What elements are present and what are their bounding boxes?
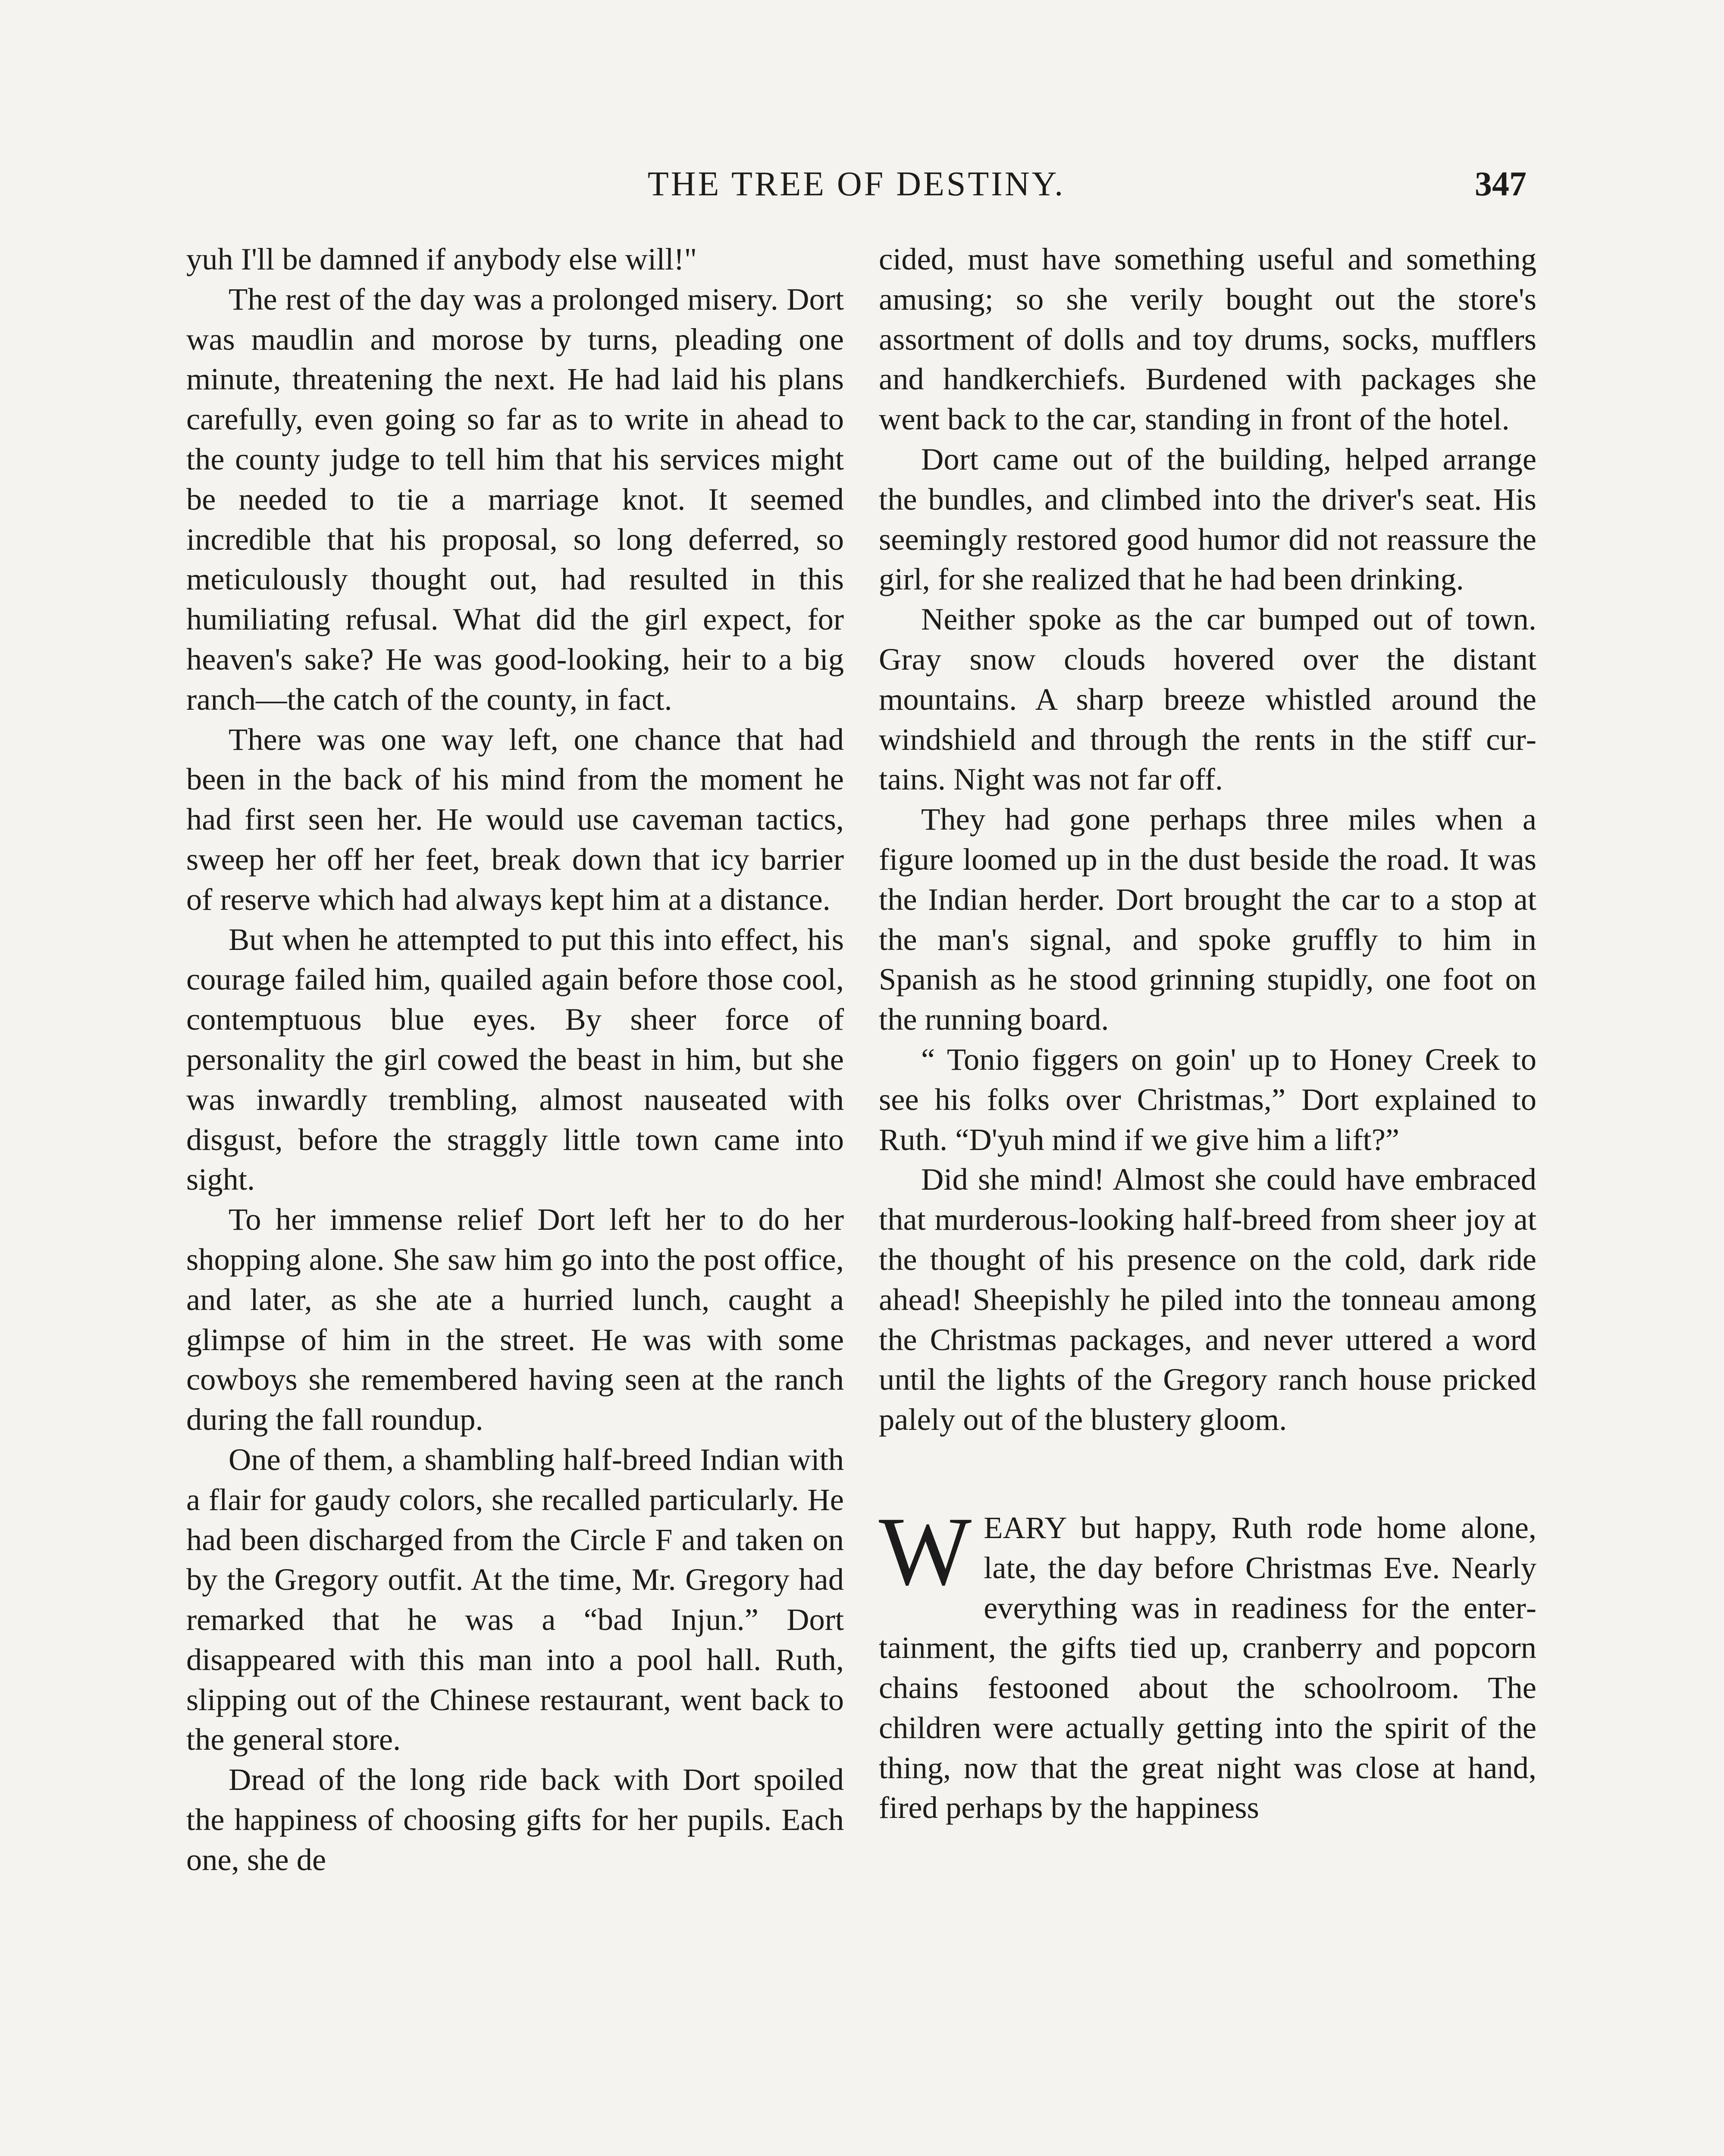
paragraph: Dread of the long ride back with Dort spoiled the happiness of choosing gifts for her pupils. Each one, she de bbox=[186, 1762, 844, 1877]
paragraph: There was one way left, one chance that had been in the back of his mind from the moment he had first seen her. He would use caveman tactics, sweep her off her feet, break down that icy barrier of reserve which had always kept him at a distance. bbox=[186, 721, 844, 917]
paragraph: Neither spoke as the car bumped out of town. Gray snow clouds hovered over the distant mountains. A sharp breeze whistled around the windshield and through the rents in the stiff curtains. Night was not far off. bbox=[879, 602, 1536, 797]
section-text: but happy, Ruth rode home alone, late, the day before Christmas Eve. Nearly everything was in readiness for the entertainment, the gifts tied up, cranberry and popcorn chains festooned about the schoolroom. The children were actually getting into the spirit of the thing, now that the great night was close at hand, fired perhaps by the happiness bbox=[879, 1510, 1536, 1825]
paragraph: But when he attempted to put this into effect, his courage failed him, quailed again before those cool, contemptuous blue eyes. By sheer force of personality the girl cowed the beast in him, but she was inwardly trembling, almost nauseated with disgust, before the straggly little town came into sight. bbox=[186, 921, 844, 1197]
paragraph: cided, must have something useful and something amusing; so she verily bought out the store's assortment of dolls and toy drums, socks, mufflers and handkerchiefs. Burdened with packages she went back to the car, standing in front of the hotel. bbox=[879, 241, 1536, 437]
paragraph: They had gone perhaps three miles when a figure loomed up in the dust beside the road. It was the Indian herder. Dort brought the car to a stop at the man's signal, and spoke gruffly to him in Spanish as he stood grinning stupidly, one foot on the running board. bbox=[879, 802, 1536, 1037]
paragraph: “ Tonio figgers on goin' up to Honey Creek to see his folks over Christmas,” Dort explained to Ruth. “D'yuh mind if we give him a lift?” bbox=[879, 1041, 1536, 1157]
right-column bbox=[879, 239, 1536, 1828]
running-title: THE TREE OF DESTINY. bbox=[647, 165, 1066, 203]
paragraph: To her immense relief Dort left her to do her shopping alone. She saw him go into the post office, and later, as she ate a hurried lunch, caught a glimpse of him in the street. He was with some cowboys she remembered having seen at the ranch during the fall roundup. bbox=[186, 1202, 844, 1437]
section-break bbox=[879, 1440, 1536, 1508]
paragraph: Dort came out of the building, helped arrange the bundles, and climbed into the driver's seat. His seemingly restored good humor did not reassure the girl, for she realized that he had been drinking. bbox=[879, 441, 1536, 597]
paragraph: One of them, a shambling half-breed Indian with a flair for gaudy colors, she recalled particularly. He had been discharged from the Circle F and taken on by the Gregory outfit. At the time, Mr. Gregory had remarked that he was a “bad Injun.” Dort disappeared with this man into a pool hall. Ruth, slipping out of the Chinese restaurant, went back to the general store. bbox=[186, 1442, 844, 1757]
lead-small-caps: EARY bbox=[984, 1510, 1066, 1545]
page-header bbox=[186, 160, 1527, 208]
left-column bbox=[186, 239, 844, 1880]
drop-cap: W bbox=[879, 1497, 972, 1606]
paragraph: yuh I'll be damned if anybody else will!" bbox=[186, 241, 697, 276]
section-opening-paragraph bbox=[879, 1497, 1536, 1828]
paragraph: The rest of the day was a prolonged misery. Dort was maudlin and morose by turns, pleading one minute, threatening the next. He had laid his plans carefully, even going so far as to write in ahead to the county judge to tell him that his services might be needed to tie a marriage knot. It seemed incredible that his proposal, so long deferred, so meticulously thought out, had resulted in this humiliating refusal. What did the girl expect, for heaven's sake? He was good-looking, heir to a big ranch—the catch of the county, in fact. bbox=[186, 281, 844, 717]
paragraph: Did she mind! Almost she could have embraced that murderous-looking half-breed from sheer joy at the thought of his presence on the cold, dark ride ahead! Sheepishly he piled into the tonneau among the Christmas packages, and never uttered a word until the lights of the Gregory ranch house pricked palely out of the blustery gloom. bbox=[879, 1162, 1536, 1437]
page-number: 347 bbox=[1475, 165, 1527, 203]
